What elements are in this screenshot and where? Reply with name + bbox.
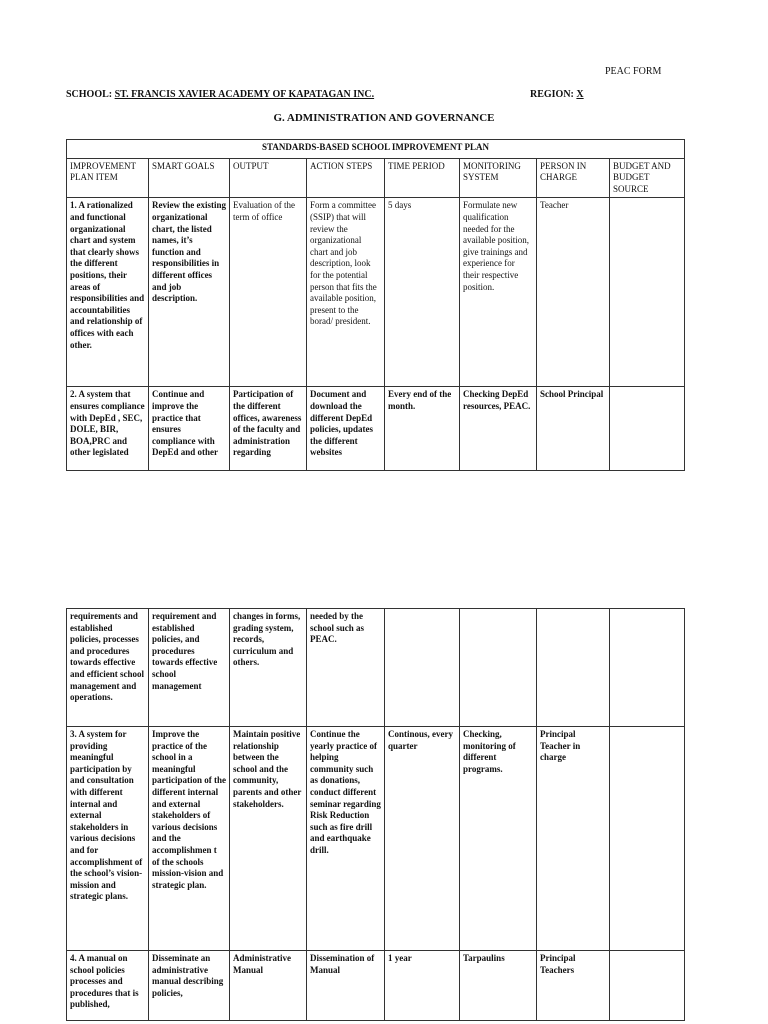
school-line — [66, 89, 374, 100]
table-cell: requirements and established policies, processes and procedures towards effective and efficient school management and operations. — [67, 609, 149, 727]
column-header: SMART GOALS — [149, 158, 230, 198]
table-cell: changes in forms, grading system, records, curriculum and others. — [230, 609, 307, 727]
table-cell: Review the existing organizational chart, the listed names, it’s function and responsibilities in different offices and job description. — [149, 198, 230, 387]
school-name: ST. FRANCIS XAVIER ACADEMY OF KAPATAGAN INC. — [114, 89, 375, 100]
table-cell: Disseminate an administrative manual describing policies, — [149, 951, 230, 1021]
table-cell: School Principal — [537, 387, 610, 471]
column-header: MONITORING SYSTEM — [460, 158, 537, 198]
table-cell: Every end of the month. — [385, 387, 460, 471]
improvement-plan-table-continued — [66, 608, 685, 1021]
table-cell: Maintain positive relationship between the school and the community, parents and other stakeholders. — [230, 727, 307, 951]
table-cell: Formulate new qualification needed for the available position, give trainings and experience for their respective position. — [460, 198, 537, 387]
table-cell: Checking DepEd resources, PEAC. — [460, 387, 537, 471]
table-cell: 1. A rationalized and functional organizational chart and system that clearly shows the different positions, their areas of responsibilities and accountabilities and relationship of offices with each other. — [67, 198, 149, 387]
column-header: BUDGET AND BUDGET SOURCE — [610, 158, 685, 198]
table-row — [67, 727, 685, 951]
school-label: SCHOOL: — [66, 89, 113, 100]
table-cell: Teacher — [537, 198, 610, 387]
table-cell — [610, 727, 685, 951]
table-cell: 5 days — [385, 198, 460, 387]
table-row — [67, 387, 685, 471]
table-cell — [610, 198, 685, 387]
table-cell: Document and download the different DepEd policies, updates the different websites — [307, 387, 385, 471]
table-header-row — [67, 158, 685, 198]
table-cell: Participation of the different offices, awareness of the faculty and administration regarding — [230, 387, 307, 471]
form-label: PEAC FORM — [605, 66, 662, 77]
table-cell: Evaluation of the term of office — [230, 198, 307, 387]
column-header: TIME PERIOD — [385, 158, 460, 198]
column-header: ACTION STEPS — [307, 158, 385, 198]
column-header: IMPROVEMENT PLAN ITEM — [67, 158, 149, 198]
table-title: STANDARDS-BASED SCHOOL IMPROVEMENT PLAN — [67, 140, 685, 159]
table-cell: Continue and improve the practice that ensures compliance with DepEd and other — [149, 387, 230, 471]
table-cell: Continue the yearly practice of helping community such as donations, conduct different seminar regarding Risk Reduction such as fire drill and earthquake drill. — [307, 727, 385, 951]
table-cell: Dissemination of Manual — [307, 951, 385, 1021]
table-row — [67, 609, 685, 727]
table-cell: 4. A manual on school policies processes and procedures that is published, — [67, 951, 149, 1021]
column-header: PERSON IN CHARGE — [537, 158, 610, 198]
table-row — [67, 951, 685, 1021]
table-cell — [610, 387, 685, 471]
region-value: X — [576, 89, 584, 100]
column-header: OUTPUT — [230, 158, 307, 198]
table-row — [67, 198, 685, 387]
table-cell: 1 year — [385, 951, 460, 1021]
table-cell: Principal Teachers — [537, 951, 610, 1021]
table-cell — [460, 609, 537, 727]
table-cell: 2. A system that ensures compliance with DepEd , SEC, DOLE, BIR, BOA,PRC and other legislated — [67, 387, 149, 471]
table-cell: Continous, every quarter — [385, 727, 460, 951]
table-cell — [537, 609, 610, 727]
table-cell: requirement and established policies, and procedures towards effective school management — [149, 609, 230, 727]
table-cell — [610, 951, 685, 1021]
region-line — [530, 89, 584, 100]
table-title-row — [67, 140, 685, 159]
table-cell: needed by the school such as PEAC. — [307, 609, 385, 727]
table-cell: Administrative Manual — [230, 951, 307, 1021]
table-cell: Form a committee (SSIP) that will review the organizational chart and job description, look for the potential person that fits the available position, present to the borad/ president. — [307, 198, 385, 387]
table-cell: 3. A system for providing meaningful participation by and consultation with different internal and external stakeholders in various decisions and for accomplishment of the school’s vision-mission and strategic plans. — [67, 727, 149, 951]
section-title: G. ADMINISTRATION AND GOVERNANCE — [273, 112, 495, 124]
table-cell — [385, 609, 460, 727]
table-cell: Tarpaulins — [460, 951, 537, 1021]
improvement-plan-table — [66, 139, 685, 471]
table-cell — [610, 609, 685, 727]
region-label: REGION: — [530, 89, 574, 100]
table-cell: Principal Teacher in charge — [537, 727, 610, 951]
table-cell: Improve the practice of the school in a meaningful participation of the different internal and external stakeholders of various decisions and the accomplishmen t of the schools mission-vision and strategic plan. — [149, 727, 230, 951]
table-cell: Checking, monitoring of different programs. — [460, 727, 537, 951]
